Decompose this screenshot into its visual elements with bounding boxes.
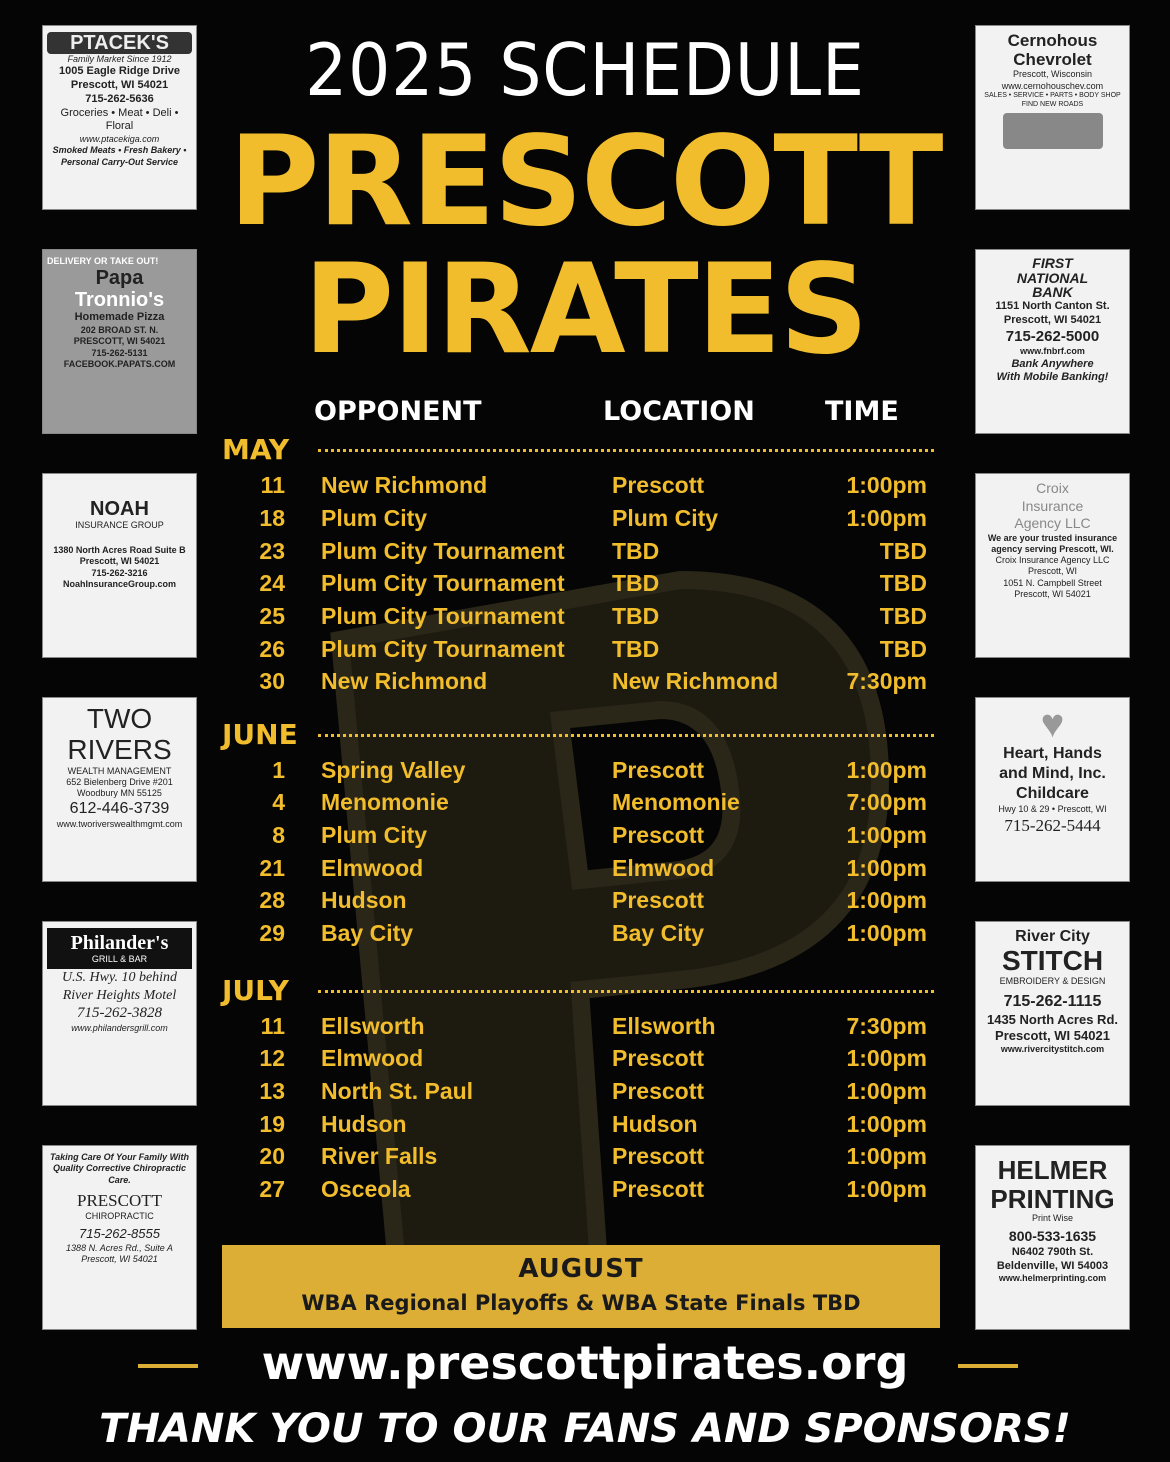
ad-text: Agency LLC xyxy=(1014,515,1091,531)
game-date: 25 xyxy=(259,603,285,629)
game-opponent: Elmwood xyxy=(321,855,424,881)
ad-text: GRILL & BAR xyxy=(91,954,148,964)
game-opponent: Osceola xyxy=(321,1176,411,1202)
ad-text: FIND NEW ROADS xyxy=(1021,100,1084,108)
ad-text: Hwy 10 & 29 • Prescott, WI xyxy=(998,804,1107,814)
ad-text: DELIVERY OR TAKE OUT! xyxy=(47,256,159,266)
dotted-divider xyxy=(318,734,934,737)
game-opponent: Plum City xyxy=(321,822,428,848)
ad-text: Prescott, WI 54021 xyxy=(1014,588,1091,599)
game-time: 1:00pm xyxy=(846,822,927,848)
game-time: 7:30pm xyxy=(846,668,927,694)
ad-text: www.tworiverswealthmgmt.com xyxy=(56,819,183,830)
ad-text: www.cernohouschev.com xyxy=(1001,80,1104,91)
game-location: Bay City xyxy=(612,920,705,946)
game-opponent: Spring Valley xyxy=(321,757,466,783)
sponsor-papa-tronnios xyxy=(42,249,197,434)
ad-text: FACEBOOK.PAPATS.COM xyxy=(63,358,176,369)
game-row xyxy=(0,885,1170,915)
sponsor-ptaceks xyxy=(42,25,197,210)
game-opponent: Plum City Tournament xyxy=(321,636,565,662)
ad-text: RIVERS xyxy=(67,733,172,765)
game-date: 26 xyxy=(259,636,285,662)
ad-text: Beldenville, WI 54003 xyxy=(996,1259,1109,1272)
ad-text: With Mobile Banking! xyxy=(996,371,1109,384)
ad-text: and Mind, Inc. xyxy=(999,765,1106,782)
ad-text: Tronnio's xyxy=(74,289,165,312)
game-opponent: Plum City Tournament xyxy=(321,538,565,564)
august-text: WBA Regional Playoffs & WBA State Finals TBD xyxy=(301,1291,861,1315)
ad-text: 1380 North Acres Road Suite B xyxy=(53,545,186,555)
sponsor-philanders xyxy=(42,921,197,1106)
game-location: Hudson xyxy=(612,1111,698,1137)
ad-text: 715-262-8555 xyxy=(79,1226,160,1242)
sponsor-first-national-bank xyxy=(975,249,1130,434)
ad-text: 202 BROAD ST. N. xyxy=(80,325,159,335)
ad-text: River Heights Motel xyxy=(62,987,177,1003)
ad-text: CHIROPRACTIC xyxy=(85,1211,154,1221)
game-date: 4 xyxy=(272,789,285,815)
ad-text: 1051 N. Campbell Street xyxy=(1003,577,1102,588)
game-location: Prescott xyxy=(612,757,705,783)
ad-text: Prescott, WI 54021 xyxy=(81,1253,158,1264)
game-time: 1:00pm xyxy=(846,1143,927,1169)
ad-text: Prescott, WI 54021 xyxy=(70,79,169,91)
game-date: 11 xyxy=(260,472,285,498)
sponsor-noah xyxy=(42,473,197,658)
ad-text: BANK xyxy=(1032,284,1073,301)
game-opponent: River Falls xyxy=(321,1143,438,1169)
ad-text: N6402 790th St. xyxy=(1011,1245,1094,1258)
ad-text: 715-262-5131 xyxy=(91,347,148,358)
ad-text: 1151 North Canton St. xyxy=(995,300,1110,313)
sponsor-heart-hands-mind xyxy=(975,697,1130,882)
ad-text: INSURANCE GROUP xyxy=(75,520,164,530)
month-label: JULY xyxy=(222,974,289,1007)
ad-text: Papa xyxy=(95,267,144,290)
game-time: TBD xyxy=(879,538,927,564)
game-location: Prescott xyxy=(612,472,705,498)
ad-text: Philander's xyxy=(70,932,169,954)
game-row xyxy=(0,1109,1170,1139)
dotted-divider xyxy=(318,449,934,452)
ad-text: U.S. Hwy. 10 behind xyxy=(61,970,178,986)
ad-text: HELMER xyxy=(997,1155,1108,1185)
header-opponent: OPPONENT xyxy=(314,396,482,427)
game-time: 1:00pm xyxy=(846,1111,927,1137)
ad-text: www.fnbrf.com xyxy=(1020,346,1085,357)
month-label: MAY xyxy=(222,433,290,466)
ad-text: Prescott, WI 54021 xyxy=(995,1027,1110,1043)
ad-text: PTACEK'S xyxy=(47,32,192,54)
ad-text: 1005 Eagle Ridge Drive xyxy=(58,65,181,78)
ad-text: WEALTH MANAGEMENT xyxy=(67,765,172,776)
game-time: TBD xyxy=(879,570,927,596)
game-time: 1:00pm xyxy=(846,1078,927,1104)
ad-text: Print Wise xyxy=(1031,1213,1073,1224)
poster-title: 2025 SCHEDULE xyxy=(305,28,865,112)
ad-text: Heart, Hands xyxy=(1003,745,1102,762)
sponsor-river-city-stitch xyxy=(975,921,1130,1106)
game-date: 28 xyxy=(259,887,285,913)
ad-text: River City xyxy=(1015,928,1090,945)
sponsor-helmer-printing xyxy=(975,1145,1130,1330)
ad-text: SALES • SERVICE • PARTS • BODY SHOP xyxy=(984,91,1121,99)
game-date: 18 xyxy=(259,505,285,531)
ad-text: PRINTING xyxy=(990,1183,1115,1214)
game-opponent: Plum City xyxy=(321,505,428,531)
ad-text: Prescott, WI 54021 xyxy=(79,556,160,567)
game-location: Prescott xyxy=(612,1078,705,1104)
game-opponent: Menomonie xyxy=(321,789,449,815)
game-time: 1:00pm xyxy=(846,887,927,913)
game-location: New Richmond xyxy=(612,668,779,694)
game-date: 12 xyxy=(259,1045,285,1071)
ad-text: 715-262-5636 xyxy=(85,92,154,105)
ad-text: NoahInsuranceGroup.com xyxy=(62,578,177,589)
ad-text: 715-262-3216 xyxy=(91,567,148,578)
ad-text: Prescott, WI xyxy=(1027,566,1077,577)
game-date: 29 xyxy=(259,920,285,946)
ad-text: Groceries • Meat • Deli • Floral xyxy=(60,106,179,133)
ad-text: Bank Anywhere xyxy=(1011,357,1094,370)
ad-text: 1388 N. Acres Rd., Suite A xyxy=(66,1242,173,1253)
game-time: 1:00pm xyxy=(846,505,927,531)
game-time: 7:30pm xyxy=(846,1013,927,1039)
game-date: 21 xyxy=(259,855,285,881)
ad-text: NOAH xyxy=(90,498,149,520)
game-opponent: Hudson xyxy=(321,887,407,913)
header-time: TIME xyxy=(825,396,899,427)
ad-text: Chevrolet xyxy=(1013,49,1092,69)
website-link[interactable]: www.prescottpirates.org xyxy=(261,1336,909,1390)
game-date: 19 xyxy=(259,1111,285,1137)
ad-text: We are your trusted insurance agency serving Prescott, WI. xyxy=(987,532,1118,554)
game-time: TBD xyxy=(879,636,927,662)
game-opponent: New Richmond xyxy=(321,472,488,498)
august-banner xyxy=(222,1245,940,1328)
game-location: TBD xyxy=(612,636,660,662)
game-date: 1 xyxy=(272,757,285,783)
game-time: 1:00pm xyxy=(846,1176,927,1202)
sponsor-croix-insurance xyxy=(975,473,1130,658)
ad-text: www.philandersgrill.com xyxy=(71,1023,168,1033)
team-name-line1: PRESCOTT xyxy=(228,110,942,254)
game-location: Prescott xyxy=(612,1045,705,1071)
game-time: 1:00pm xyxy=(846,855,927,881)
game-opponent: New Richmond xyxy=(321,668,488,694)
game-time: 1:00pm xyxy=(846,920,927,946)
game-opponent: Plum City Tournament xyxy=(321,570,565,596)
ad-text: 715-262-1115 xyxy=(1003,992,1102,1010)
game-location: Plum City xyxy=(612,505,719,531)
ad-text: www.helmerprinting.com xyxy=(998,1273,1107,1284)
ad-text: FIRST xyxy=(1032,255,1073,271)
ad-text: Homemade Pizza xyxy=(74,311,165,324)
game-opponent: North St. Paul xyxy=(321,1078,474,1104)
game-opponent: Ellsworth xyxy=(321,1013,425,1039)
header-location: LOCATION xyxy=(603,396,755,427)
game-date: 30 xyxy=(259,668,285,694)
game-date: 8 xyxy=(272,822,285,848)
game-date: 11 xyxy=(260,1013,285,1039)
game-location: TBD xyxy=(612,603,660,629)
ad-text: Woodbury MN 55125 xyxy=(77,788,162,799)
ad-text: 612-446-3739 xyxy=(69,800,170,818)
team-name-line2: PIRATES xyxy=(303,238,867,382)
game-time: 7:00pm xyxy=(846,789,927,815)
ad-text: Prescott, WI 54021 xyxy=(1003,313,1102,326)
sponsor-two-rivers xyxy=(42,697,197,882)
game-location: Prescott xyxy=(612,1176,705,1202)
ad-text: Taking Care Of Your Family With Quality Corrective Chiropractic Care. xyxy=(49,1152,190,1185)
month-label: JUNE xyxy=(222,718,298,751)
ad-text: 652 Bielenberg Drive #201 xyxy=(66,776,173,787)
ad-text: TWO xyxy=(86,703,153,734)
game-location: Menomonie xyxy=(612,789,740,815)
game-opponent: Hudson xyxy=(321,1111,407,1137)
ad-text: www.rivercitystitch.com xyxy=(1000,1044,1105,1055)
ad-text: Croix xyxy=(1036,480,1069,496)
game-time: 1:00pm xyxy=(846,757,927,783)
ad-text: PRESCOTT xyxy=(76,1190,163,1210)
ad-text: 800-533-1635 xyxy=(1008,1228,1097,1245)
game-location: Prescott xyxy=(612,887,705,913)
ad-text: Croix Insurance Agency LLC xyxy=(995,555,1110,565)
car-image xyxy=(1003,113,1103,149)
ad-text: 1435 North Acres Rd. xyxy=(986,1011,1118,1027)
thank-you-text: THANK YOU TO OUR FANS AND SPONSORS! xyxy=(99,1406,1071,1452)
ad-text: 715-262-5444 xyxy=(1004,816,1101,836)
game-location: Prescott xyxy=(612,822,705,848)
ad-text: 715-262-3828 xyxy=(77,1005,162,1022)
game-opponent: Elmwood xyxy=(321,1045,424,1071)
ad-text: STITCH xyxy=(1001,944,1104,976)
ad-text: 715-262-5000 xyxy=(1005,327,1100,345)
game-date: 13 xyxy=(259,1078,285,1104)
heart-icon: ♥ xyxy=(1040,702,1065,746)
august-title: AUGUST xyxy=(518,1254,644,1284)
ad-text: Insurance xyxy=(1021,497,1084,514)
dotted-divider xyxy=(318,990,934,993)
ad-text: www.ptacekiga.com xyxy=(79,134,160,144)
game-date: 23 xyxy=(259,538,285,564)
sponsor-prescott-chiropractic xyxy=(42,1145,197,1330)
ad-text: Cernohous xyxy=(1007,31,1098,50)
game-location: Elmwood xyxy=(612,855,715,881)
game-date: 27 xyxy=(259,1176,285,1202)
ad-text: Smoked Meats • Fresh Bakery • Personal Carry-Out Service xyxy=(52,145,187,167)
ad-text: PRESCOTT, WI 54021 xyxy=(73,336,166,347)
sponsor-cernohous-chevrolet xyxy=(975,25,1130,210)
game-time: TBD xyxy=(879,603,927,629)
game-date: 20 xyxy=(259,1143,285,1169)
ad-text: Family Market Since 1912 xyxy=(67,54,172,64)
ad-text: Childcare xyxy=(1016,785,1089,802)
game-location: TBD xyxy=(612,570,660,596)
ad-text: NATIONAL xyxy=(1016,269,1089,286)
ad-text: EMBROIDERY & DESIGN xyxy=(999,976,1106,987)
game-opponent: Bay City xyxy=(321,920,414,946)
game-opponent: Plum City Tournament xyxy=(321,603,565,629)
game-location: Ellsworth xyxy=(612,1013,716,1039)
game-time: 1:00pm xyxy=(846,472,927,498)
game-time: 1:00pm xyxy=(846,1045,927,1071)
game-row xyxy=(0,666,1170,696)
game-location: TBD xyxy=(612,538,660,564)
game-location: Prescott xyxy=(612,1143,705,1169)
ad-text: Prescott, Wisconsin xyxy=(1012,69,1093,80)
game-date: 24 xyxy=(259,570,285,596)
